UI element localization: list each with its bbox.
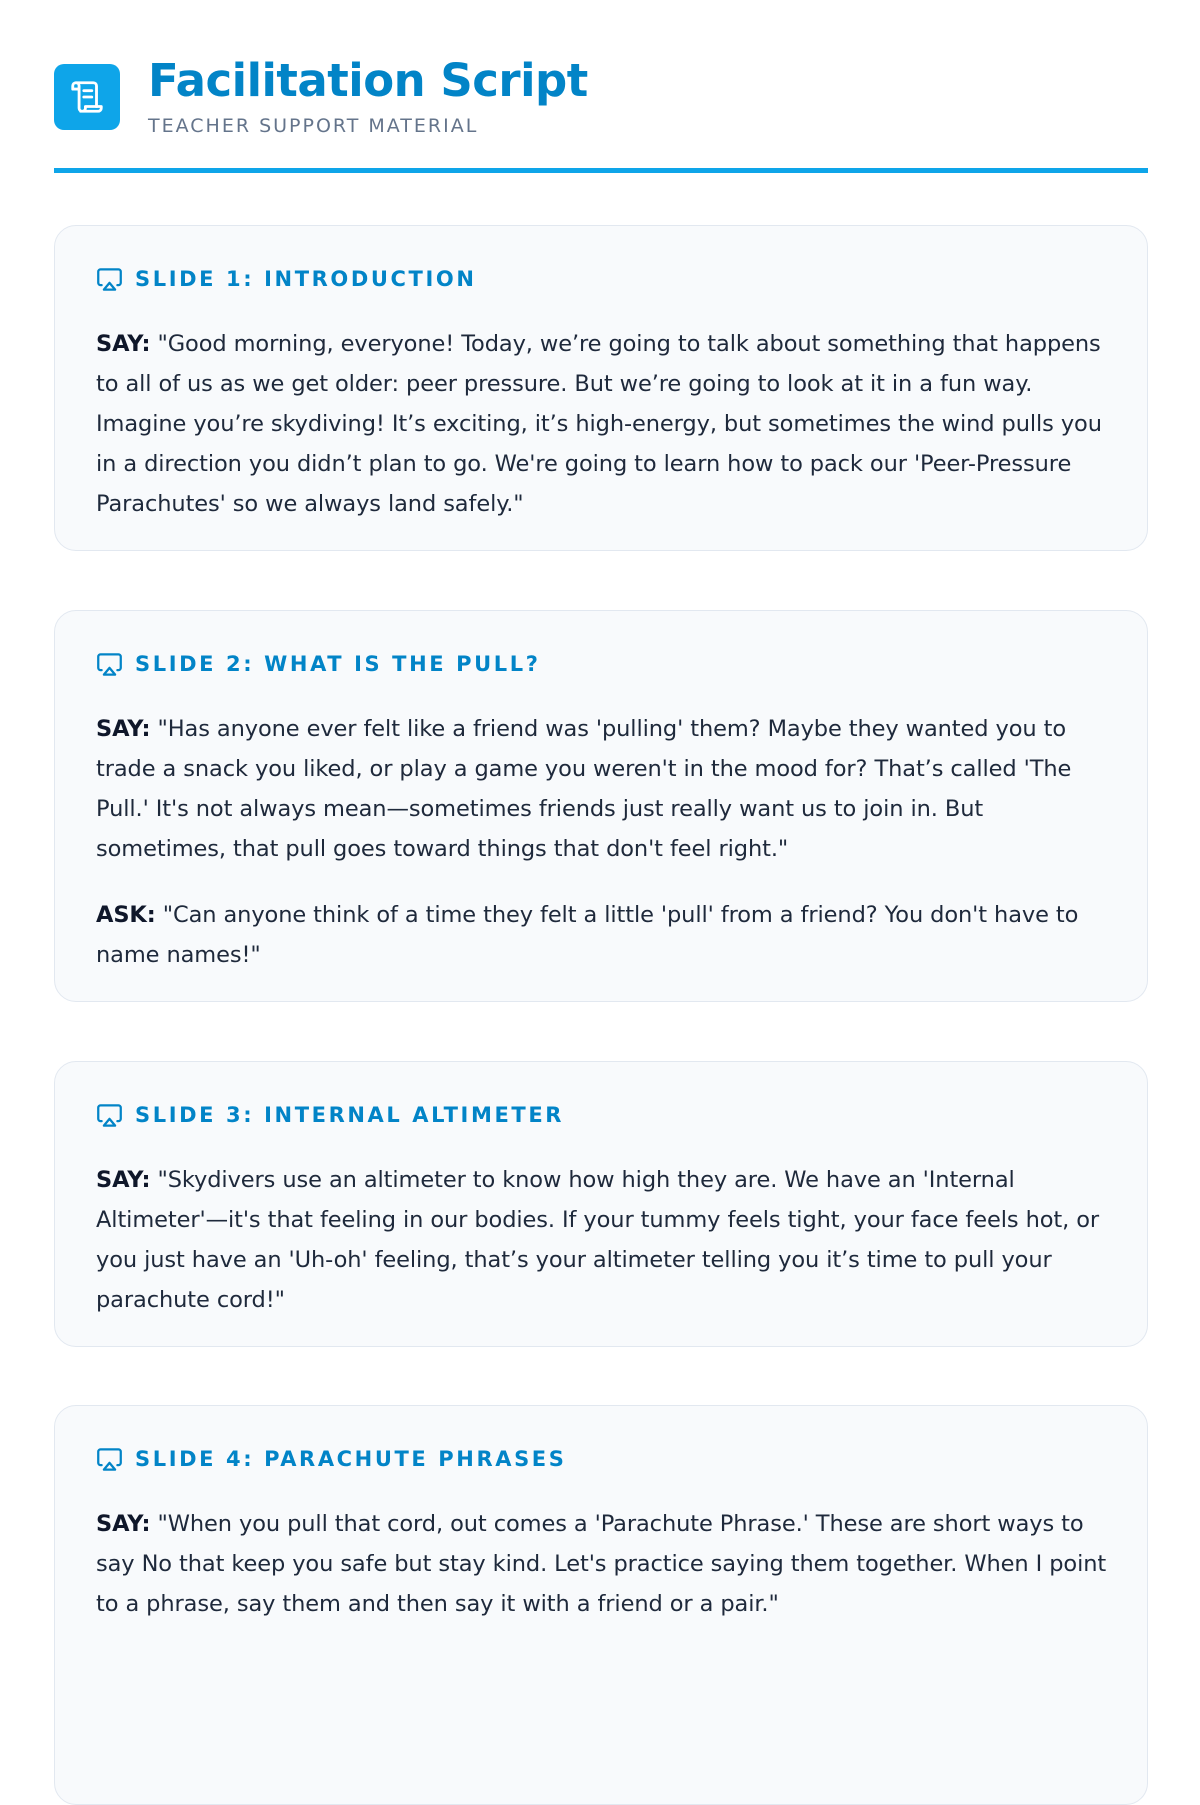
page-subtitle: TEACHER SUPPORT MATERIAL xyxy=(148,115,479,137)
slide-card xyxy=(54,1061,1148,1347)
prompt-label: ASK: xyxy=(96,902,156,928)
script-paragraph xyxy=(96,709,1107,869)
script-paragraph xyxy=(96,324,1107,524)
presentation-screen-icon xyxy=(96,1446,123,1473)
script-text: "Has anyone ever felt like a friend was 'pulling' them? Maybe they wanted you to trade a snack you liked, or play a game you weren't in the mood for? That’s called 'The Pull.' It's not always mean—sometimes friends just really want us to join in. But sometimes, that pull goes toward things that don't feel right." xyxy=(96,716,1072,862)
slide-card xyxy=(54,225,1148,551)
script-paragraph xyxy=(96,895,1107,975)
slide-card-header xyxy=(96,1444,1107,1474)
script-text: "Can anyone think of a time they felt a little 'pull' from a friend? You don't have to name names!" xyxy=(96,902,1079,968)
slide-title: SLIDE 4: PARACHUTE PHRASES xyxy=(135,1447,567,1471)
scroll-icon xyxy=(54,64,120,130)
presentation-screen-icon xyxy=(96,651,123,678)
slide-card xyxy=(54,1405,1148,1805)
script-text: "When you pull that cord, out comes a 'Parachute Phrase.' These are short ways to say No that keep you safe but stay kind. Let's practice saying them together. When I point to a phrase, say them and then say it with a friend or a pair." xyxy=(96,1511,1107,1617)
prompt-label: SAY: xyxy=(96,1511,151,1537)
script-text: "Good morning, everyone! Today, we’re going to talk about something that happens to all of us as we get older: peer pressure. But we’re going to look at it in a fun way. Imagine you’re skydiving! It’s exciting, it’s high-energy, but sometimes the wind pulls you in a direction you didn’t plan to go. We're going to learn how to pack our 'Peer-Pressure Parachutes' so we always land safely." xyxy=(96,331,1102,517)
script-text: "Skydivers use an altimeter to know how high they are. We have an 'Internal Altimeter'—it's that feeling in our bodies. If your tummy feels tight, your face feels hot, or you just have an 'Uh-oh' feeling, that’s your altimeter telling you it’s time to pull your parachute cord!" xyxy=(96,1167,1100,1313)
prompt-label: SAY: xyxy=(96,331,151,357)
slide-card-header xyxy=(96,264,1107,294)
slide-card-header xyxy=(96,1100,1107,1130)
slide-card xyxy=(54,610,1148,1002)
prompt-label: SAY: xyxy=(96,716,151,742)
slide-title: SLIDE 3: INTERNAL ALTIMETER xyxy=(135,1103,565,1127)
script-paragraph xyxy=(96,1160,1107,1320)
document-header xyxy=(54,0,1148,173)
presentation-screen-icon xyxy=(96,1102,123,1129)
script-paragraph xyxy=(96,1504,1107,1624)
slide-title: SLIDE 1: INTRODUCTION xyxy=(135,267,477,291)
slide-title: SLIDE 2: WHAT IS THE PULL? xyxy=(135,652,541,676)
document-page xyxy=(54,0,1148,1617)
presentation-screen-icon xyxy=(96,266,123,293)
prompt-label: SAY: xyxy=(96,1167,151,1193)
page-title: Facilitation Script xyxy=(148,54,588,107)
slide-card-header xyxy=(96,649,1107,679)
